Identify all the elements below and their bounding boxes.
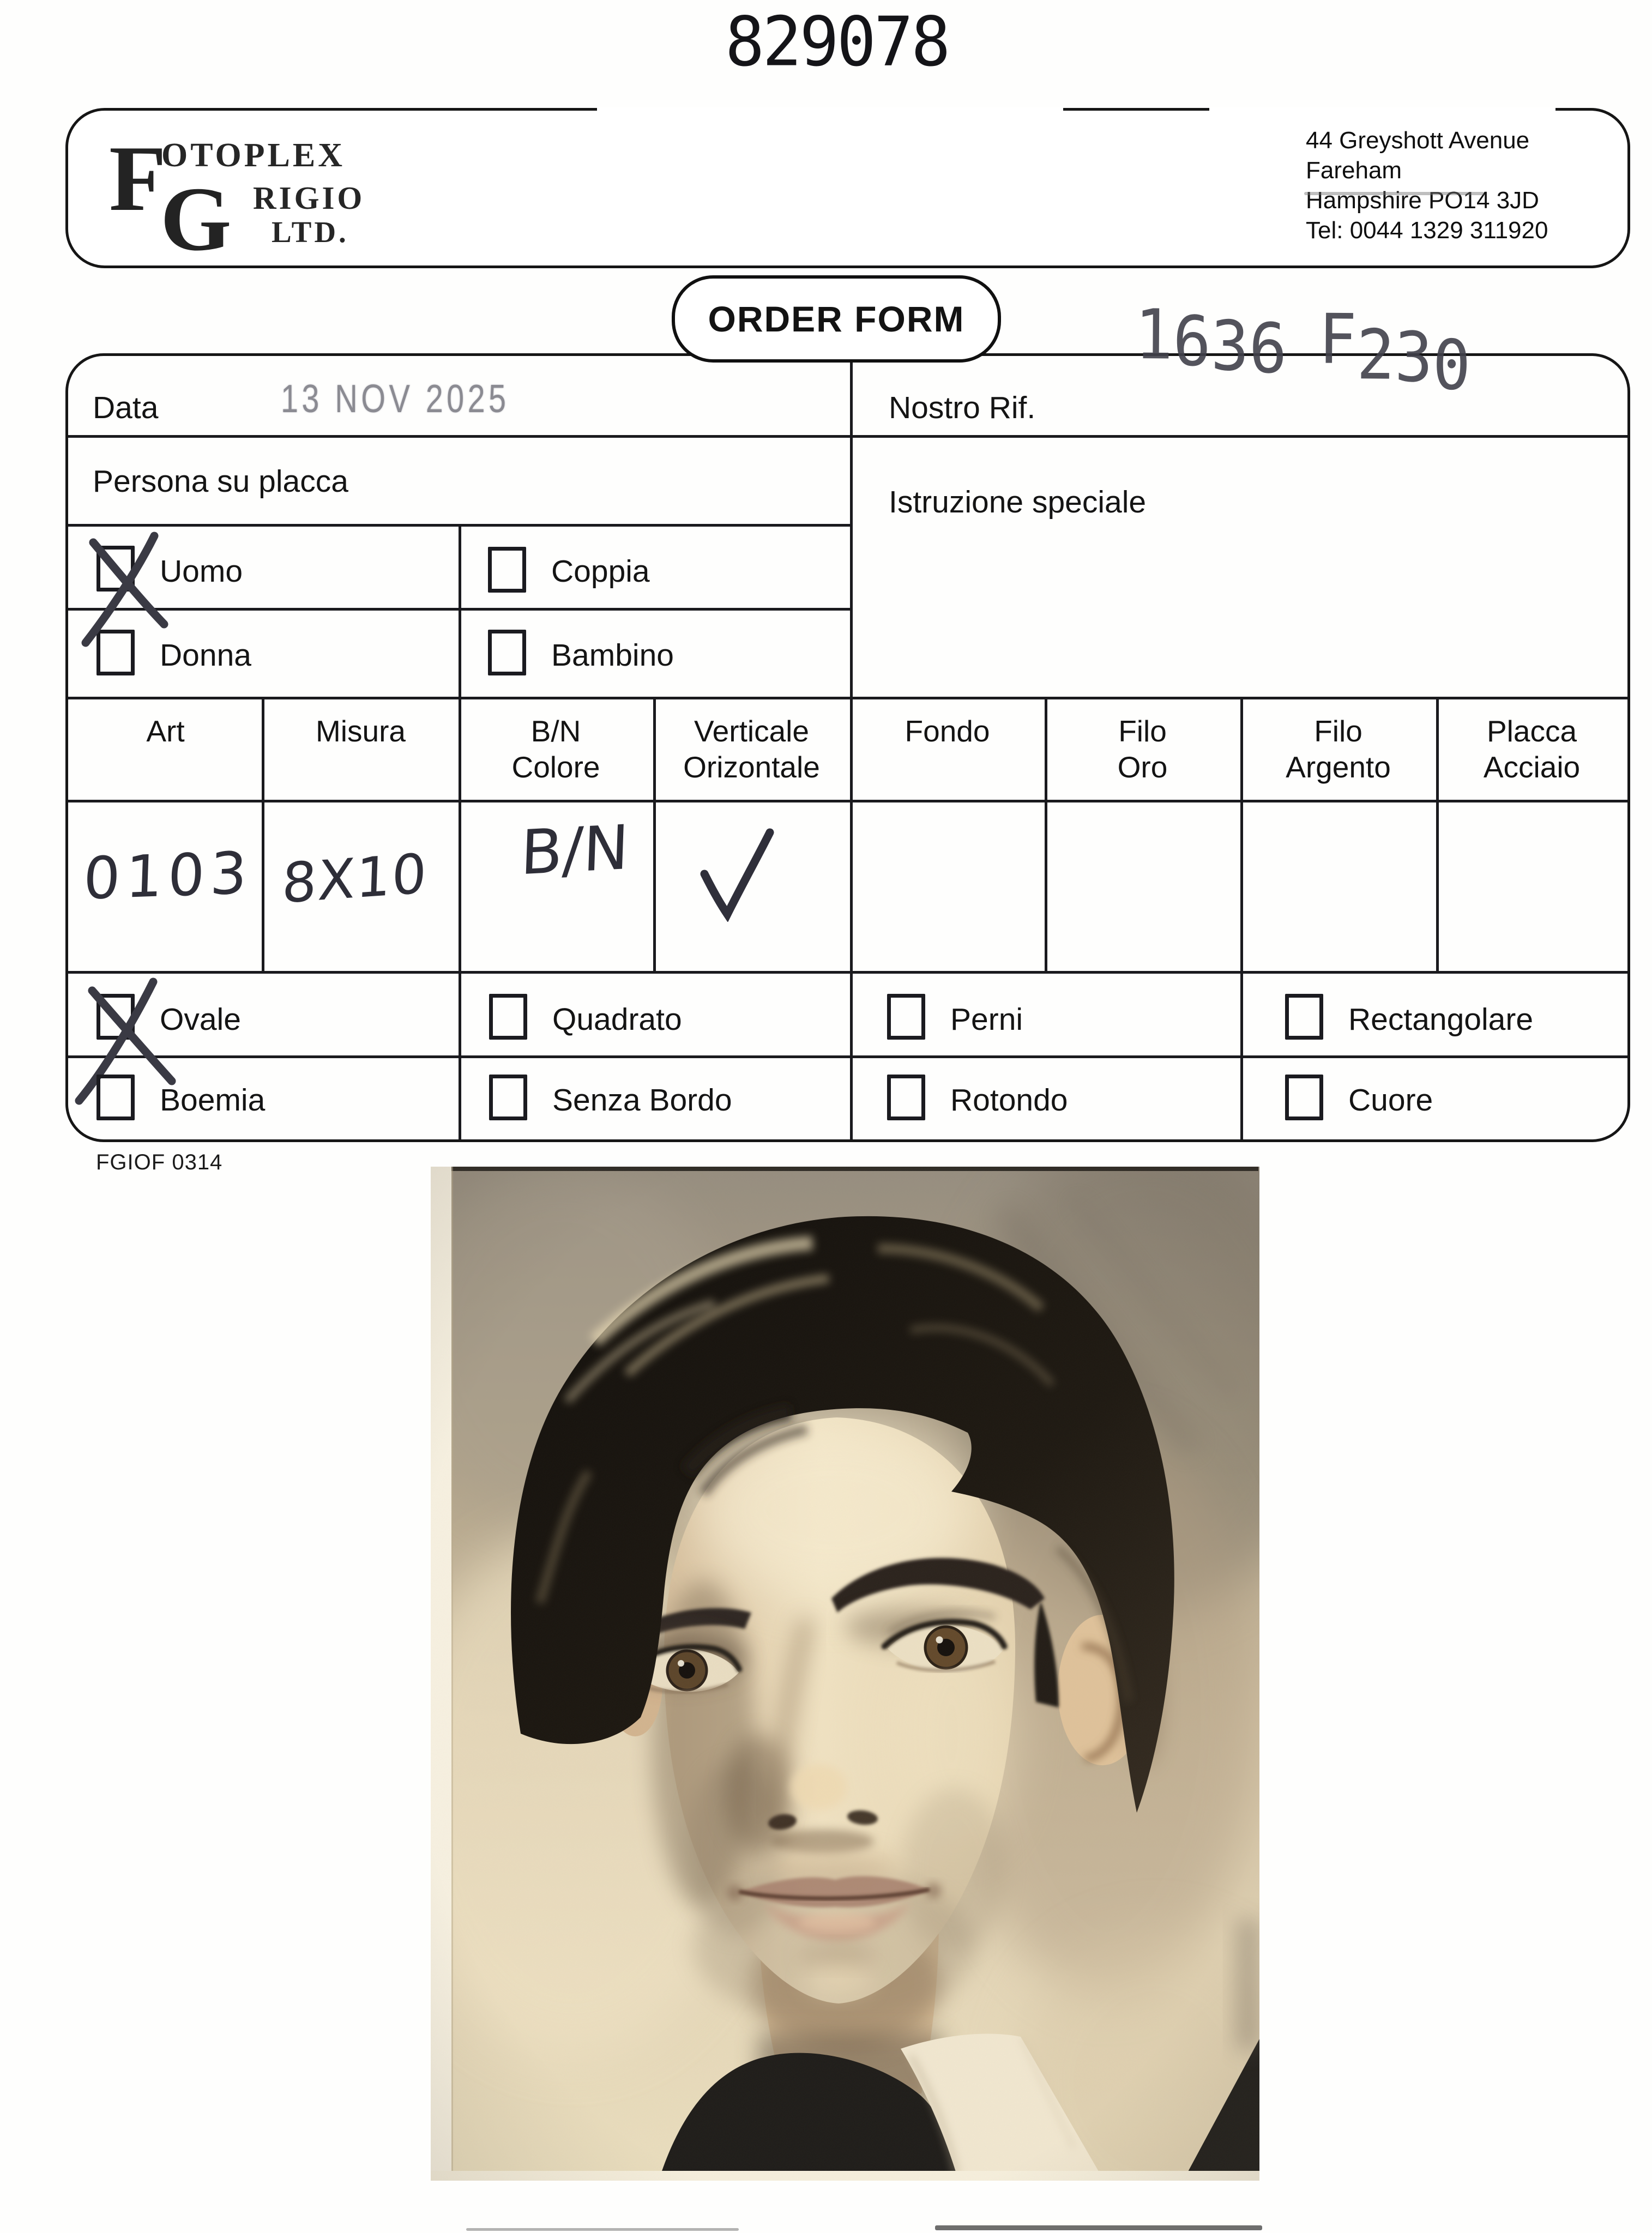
checkbox-label-uomo: Uomo [160, 554, 243, 589]
column-header-filo-oro: Filo Oro [1117, 714, 1168, 784]
form-code: FGIOF 0314 [96, 1150, 223, 1174]
company-logo-word-fotoplex: OTOPLEX [161, 137, 346, 174]
checkbox-cuore [1285, 1075, 1323, 1120]
checkbox-perni [887, 994, 925, 1040]
column-header-filo-argento: Filo Argento [1286, 714, 1391, 784]
checkbox-label-boemia: Boemia [160, 1083, 266, 1118]
company-logo-word-ltd: LTD. [272, 215, 349, 249]
checkbox-label-quadrato: Quadrato [552, 1002, 682, 1037]
checkbox-coppia [488, 547, 526, 593]
portrait-photo-image [431, 1167, 1259, 2181]
checkbox-rectangolare [1285, 994, 1323, 1040]
istruzione-speciale-label: Istruzione speciale [889, 485, 1147, 520]
table-divider [68, 435, 1627, 438]
date-stamp: 13 NOV 2025 [281, 377, 510, 421]
handwritten-misura-value: 8X10 [281, 841, 429, 916]
table-divider [68, 971, 1627, 974]
column-header-verticale-orizontale: Verticale Orizontale [683, 714, 820, 784]
table-divider [459, 524, 461, 1139]
checkbox-rotondo [887, 1075, 925, 1120]
portrait-photo [431, 1167, 1259, 2181]
data-field-label: Data [93, 390, 159, 425]
company-address [1306, 125, 1548, 245]
table-divider [68, 800, 1627, 802]
address-line: 44 Greyshott Avenue [1306, 127, 1530, 154]
checkbox-label-rotondo: Rotondo [950, 1083, 1068, 1118]
order-form-title-badge [672, 275, 1001, 363]
order-form-table [65, 353, 1630, 1142]
nostro-rif-label: Nostro Rif. [889, 390, 1036, 425]
checkbox-label-coppia: Coppia [551, 554, 650, 589]
handwritten-bn-colore-value: B/N [519, 812, 630, 889]
scan-artifact-line [466, 2228, 739, 2231]
checkbox-boemia [97, 1075, 135, 1120]
checkbox-senza-bordo [489, 1075, 527, 1120]
column-header-placca-acciaio: Placca Acciaio [1483, 714, 1581, 784]
checkbox-label-cuore: Cuore [1348, 1083, 1433, 1118]
column-header-art: Art [146, 714, 185, 748]
checkbox-quadrato [489, 994, 527, 1040]
checkbox-label-rectangolare: Rectangolare [1348, 1002, 1534, 1037]
order-form-title: ORDER FORM [708, 299, 965, 339]
checkbox-label-donna: Donna [160, 638, 251, 673]
column-header-misura: Misura [315, 714, 406, 748]
persona-su-placca-label: Persona su placca [93, 464, 348, 499]
checkbox-label-bambino: Bambino [551, 638, 674, 673]
x-mark-icon [73, 512, 192, 648]
company-logo-initial-f: F [109, 127, 167, 231]
checkbox-label-ovale: Ovale [160, 1002, 241, 1037]
scan-fade-artifact [597, 107, 1063, 113]
checkbox-label-senza-bordo: Senza Bordo [552, 1083, 732, 1118]
column-header-fondo: Fondo [905, 714, 990, 748]
address-line: Fareham [1306, 157, 1402, 184]
company-logo-word-grigio: RIGIO [253, 180, 365, 216]
handwritten-checkmark-icon [692, 824, 780, 922]
reference-number-stamp: 1636 F230 [1135, 294, 1471, 406]
serial-number-stamp: 829078 [725, 3, 949, 82]
table-divider [68, 1055, 1627, 1058]
scan-artifact-line [1304, 192, 1484, 195]
scan-fade-artifact [1209, 107, 1555, 113]
handwritten-art-value: 0103 [82, 839, 254, 913]
company-logo-initial-g: G [160, 168, 232, 270]
address-line: Hampshire PO14 3JD [1306, 187, 1539, 214]
column-header-bn-colore: B/N Colore [511, 714, 600, 784]
scan-artifact-line [935, 2225, 1262, 2230]
checkbox-label-perni: Perni [950, 1002, 1023, 1037]
address-line: Tel: 0044 1329 311920 [1306, 217, 1548, 244]
checkbox-bambino [488, 630, 526, 675]
